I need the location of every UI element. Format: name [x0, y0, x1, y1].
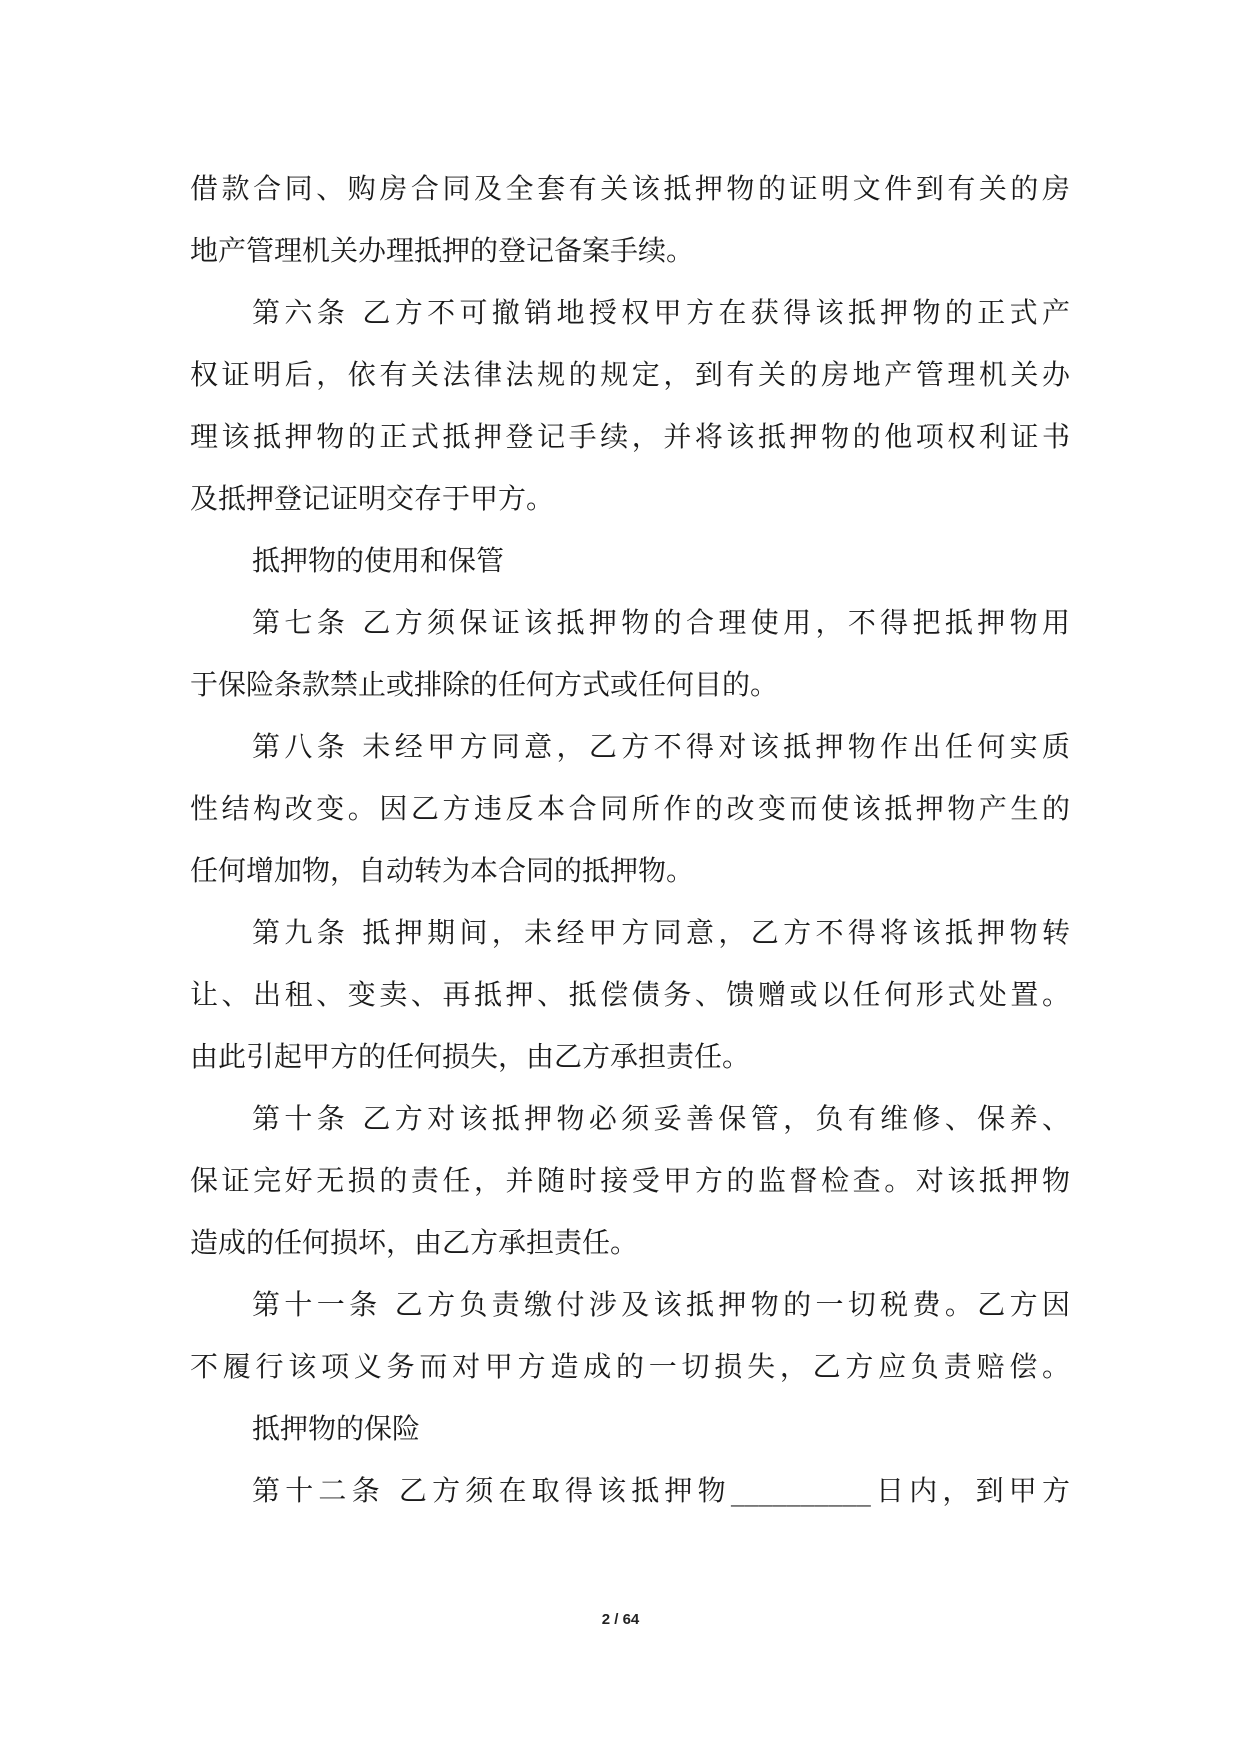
text-line: 理该抵押物的正式抵押登记手续，并将该抵押物的他项权利证书	[190, 420, 1070, 453]
text-line: 于保险条款禁止或排除的任何方式或任何目的。	[190, 668, 779, 701]
text-line: 第七条 乙方须保证该抵押物的合理使用，不得把抵押物用	[252, 606, 1070, 639]
text-line: 抵押物的使用和保管	[252, 544, 505, 577]
text-line: 及抵押登记证明交存于甲方。	[190, 482, 555, 515]
text-line: 造成的任何损坏，由乙方承担责任。	[190, 1226, 639, 1259]
text-line: 第六条 乙方不可撤销地授权甲方在获得该抵押物的正式产	[252, 296, 1070, 329]
text-line: 抵押物的保险	[252, 1412, 421, 1445]
text-line: 不履行该项义务而对甲方造成的一切损失，乙方应负责赔偿。	[190, 1350, 1070, 1383]
text-line: 任何增加物，自动转为本合同的抵押物。	[190, 854, 695, 887]
text-line: 第十条 乙方对该抵押物必须妥善保管，负有维修、保养、	[252, 1102, 1070, 1135]
text-line: 第十二条 乙方须在取得该抵押物__________日内，到甲方	[252, 1474, 1070, 1507]
text-line: 第十一条 乙方负责缴付涉及该抵押物的一切税费。乙方因	[252, 1288, 1070, 1321]
text-line: 地产管理机关办理抵押的登记备案手续。	[190, 234, 695, 267]
text-line: 第九条 抵押期间，未经甲方同意，乙方不得将该抵押物转	[252, 916, 1070, 949]
document-body	[190, 158, 1070, 1522]
text-line: 第八条 未经甲方同意，乙方不得对该抵押物作出任何实质	[252, 730, 1070, 763]
text-line: 由此引起甲方的任何损失，由乙方承担责任。	[190, 1040, 751, 1073]
text-line: 借款合同、购房合同及全套有关该抵押物的证明文件到有关的房	[190, 172, 1070, 205]
text-line: 性结构改变。因乙方违反本合同所作的改变而使该抵押物产生的	[190, 792, 1070, 825]
text-line: 让、出租、变卖、再抵押、抵偿债务、馈赠或以任何形式处置。	[190, 978, 1070, 1011]
page-number: 2 / 64	[601, 1611, 640, 1628]
text-line: 保证完好无损的责任，并随时接受甲方的监督检查。对该抵押物	[190, 1164, 1070, 1197]
text-line: 权证明后，依有关法律法规的规定，到有关的房地产管理机关办	[190, 358, 1070, 391]
